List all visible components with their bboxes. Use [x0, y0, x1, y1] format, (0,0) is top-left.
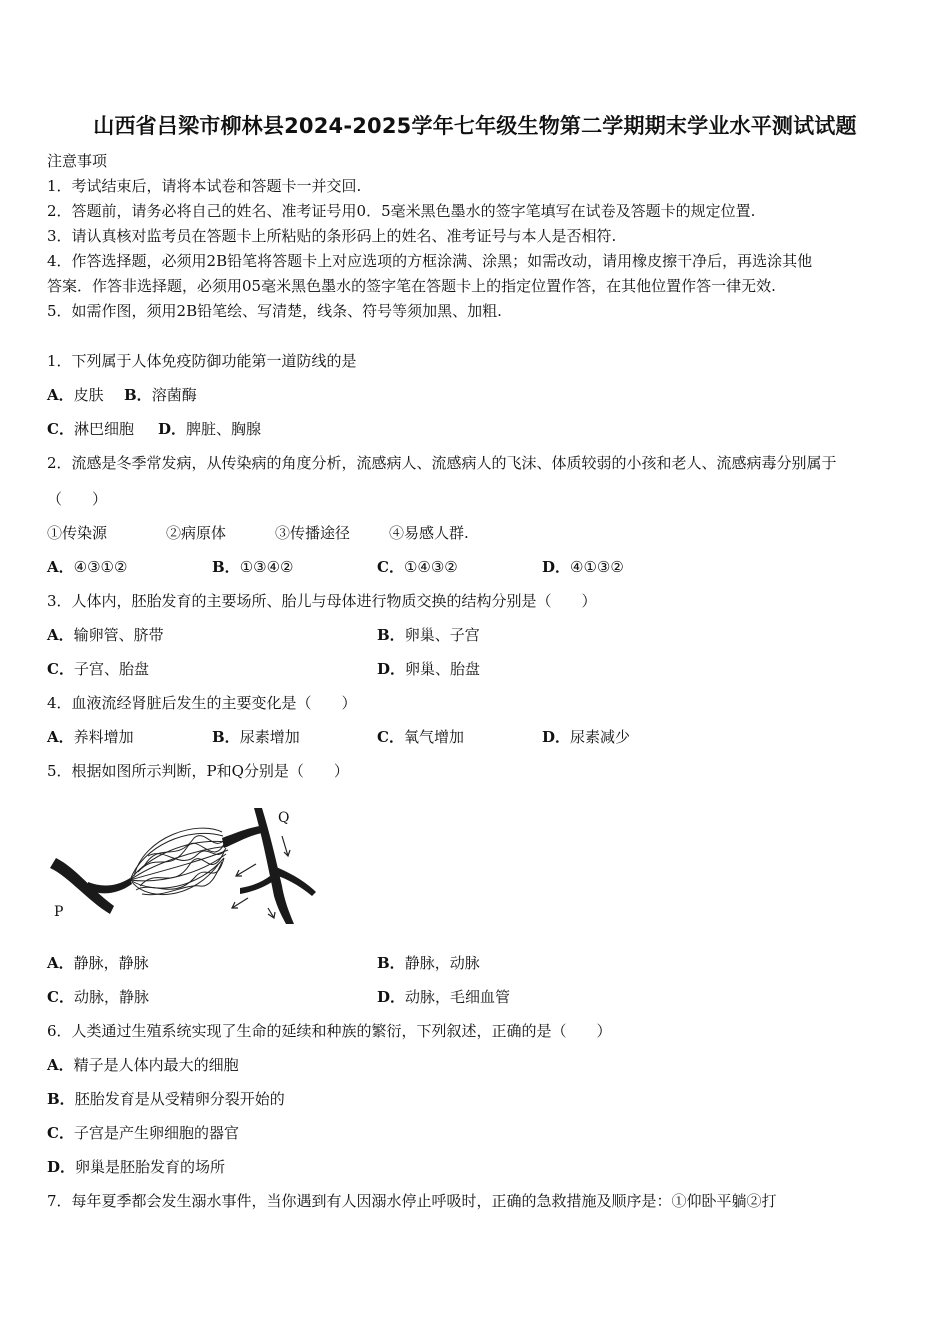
- question-6-stem: 6．人类通过生殖系统实现了生命的延续和种族的繁衍，下列叙述，正确的是（ ）: [47, 1022, 612, 1040]
- question-5-stem: 5．根据如图所示判断，P和Q分别是（ ）: [47, 762, 349, 780]
- q5-option-c: C．动脉，静脉: [47, 988, 149, 1006]
- q6-option-a: A．精子是人体内最大的细胞: [47, 1056, 239, 1074]
- q5-option-d: D．动脉，毛细血管: [377, 988, 511, 1006]
- note-item: 2．答题前，请务必将自己的姓名、准考证号用0．5毫米黑色墨水的签字笔填写在试卷及答题卡的规定位置.: [47, 202, 756, 220]
- q4-option-a: A．养料增加: [47, 728, 134, 746]
- question-1-stem: 1．下列属于人体免疫防御功能第一道防线的是: [47, 352, 357, 370]
- note-item: 1．考试结束后，请将本试卷和答题卡一并交回.: [47, 177, 362, 195]
- question-3-stem: 3．人体内，胚胎发育的主要场所、胎儿与母体进行物质交换的结构分别是（ ）: [47, 592, 597, 610]
- q2-option-b: B．①③④②: [212, 558, 294, 576]
- note-item: 5．如需作图，须用2B铅笔绘、写清楚，线条、符号等须加黑、加粗.: [47, 302, 502, 320]
- capillary-figure: [48, 806, 328, 924]
- q2-item: ①传染源: [47, 524, 108, 542]
- question-2-stem: 2．流感是冬季常发病，从传染病的角度分析，流感病人、流感病人的飞沫、体质较弱的小孩和老人、流感病毒分别属于: [47, 454, 837, 472]
- q6-option-d: D．卵巢是胚胎发育的场所: [47, 1158, 226, 1176]
- note-item: 3．请认真核对监考员在答题卡上所粘贴的条形码上的姓名、准考证号与本人是否相符.: [47, 227, 617, 245]
- q4-option-c: C．氧气增加: [377, 728, 464, 746]
- q1-option-a: A．皮肤: [47, 386, 104, 404]
- q6-option-c: C．子宫是产生卵细胞的器官: [47, 1124, 239, 1142]
- q1-option-c: C．淋巴细胞: [47, 420, 134, 438]
- q1-option-d: D．脾脏、胸腺: [158, 420, 262, 438]
- q2-option-a: A．④③①②: [47, 558, 128, 576]
- q3-option-c: C．子宫、胎盘: [47, 660, 149, 678]
- q2-option-c: C．①④③②: [377, 558, 458, 576]
- label-p: P: [54, 904, 64, 920]
- q2-option-d: D．④①③②: [542, 558, 624, 576]
- page-title: 山西省吕梁市柳林县2024-2025学年七年级生物第二学期期末学业水平测试试题: [93, 114, 857, 138]
- label-q: Q: [278, 810, 290, 826]
- q2-item: ②病原体: [166, 524, 227, 542]
- question-4-stem: 4．血液流经肾脏后发生的主要变化是（ ）: [47, 694, 357, 712]
- q4-option-b: B．尿素增加: [212, 728, 300, 746]
- q6-option-b: B．胚胎发育是从受精卵分裂开始的: [47, 1090, 285, 1108]
- q1-option-b: B．溶菌酶: [124, 386, 197, 404]
- q2-item: ④易感人群.: [389, 524, 469, 542]
- question-2-paren: （ ）: [47, 490, 108, 508]
- q3-option-d: D．卵巢、胎盘: [377, 660, 481, 678]
- note-item: 4．作答选择题，必须用2B铅笔将答题卡上对应选项的方框涂满、涂黑；如需改动，请用橡皮擦干净后，再选涂其他: [47, 252, 813, 270]
- q5-option-a: A．静脉，静脉: [47, 954, 149, 972]
- q4-option-d: D．尿素减少: [542, 728, 631, 746]
- q3-option-b: B．卵巢、子宫: [377, 626, 480, 644]
- q3-option-a: A．输卵管、脐带: [47, 626, 164, 644]
- note-item: 答案．作答非选择题，必须用05毫米黑色墨水的签字笔在答题卡上的指定位置作答，在其他位置作答一律无效.: [47, 277, 776, 295]
- notes-heading: 注意事项: [47, 152, 108, 170]
- question-7-stem: 7．每年夏季都会发生溺水事件，当你遇到有人因溺水停止呼吸时，正确的急救措施及顺序是：①仰卧平躺②打: [47, 1192, 777, 1210]
- q2-item: ③传播途径: [275, 524, 351, 542]
- q5-option-b: B．静脉，动脉: [377, 954, 480, 972]
